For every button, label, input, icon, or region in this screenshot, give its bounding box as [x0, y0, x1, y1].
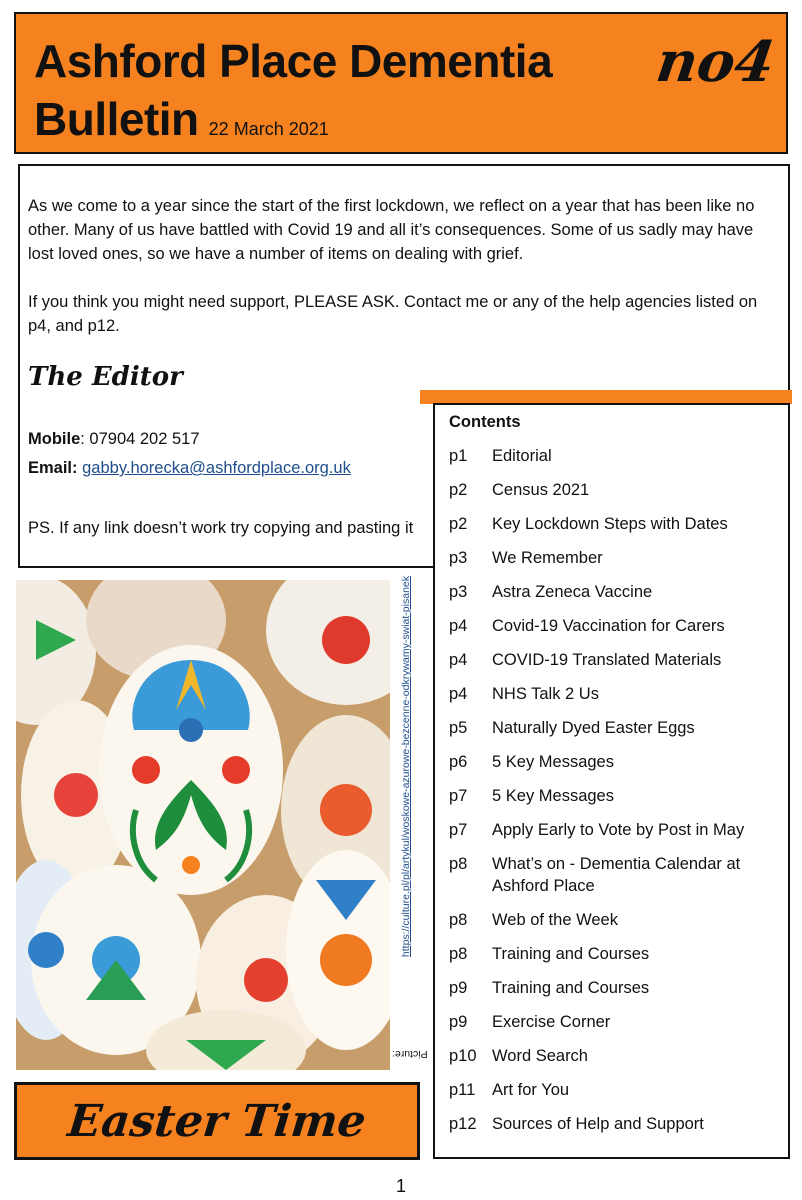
contents-item — [449, 547, 779, 569]
picture-credit-label: Picture: — [392, 1048, 428, 1060]
easter-eggs-illustration — [16, 580, 390, 1070]
contents-item — [449, 751, 779, 773]
contents-item-title: COVID-19 Translated Materials — [492, 651, 722, 669]
picture-credit-link[interactable]: https://culture.pl/pl/artykul/woskowe-azurowe-bezcenne-odkrywamy-swiat-pisanek — [400, 576, 412, 958]
contents-item-title: Training and Courses — [492, 945, 650, 963]
contents-item-title: Exercise Corner — [492, 1013, 611, 1031]
contents-item-page: p12 — [449, 1115, 477, 1133]
contents-item — [449, 977, 779, 999]
contents-item — [449, 819, 779, 841]
email-link[interactable]: gabby.horecka@ashfordplace.org.uk — [82, 459, 351, 477]
contents-item-page: p3 — [449, 583, 468, 601]
editor-signature: The Editor — [28, 362, 183, 392]
contents-item — [449, 853, 779, 897]
contents-item-title: Key Lockdown Steps with Dates — [492, 515, 728, 533]
contents-item — [449, 785, 779, 807]
contents-item-page: p8 — [449, 945, 468, 963]
contents-item-page: p10 — [449, 1047, 477, 1065]
contents-item-page: p8 — [449, 855, 468, 873]
title-line-1: Ashford Place Dementia — [34, 35, 553, 87]
contents-item-title: We Remember — [492, 549, 603, 567]
page-number: 1 — [395, 1176, 406, 1196]
editorial-paragraph-1: As we come to a year since the start of the first lockdown, we reflect on a year that has been like no other. Many of us have battled with Covid 19 and all it’s consequences. Some of us sadly may have lost loved ones, so we have a number of items on dealing with grief. — [28, 197, 755, 263]
contents-item-page: p9 — [449, 979, 468, 997]
contents-item — [449, 445, 779, 467]
contents-item-page: p7 — [449, 787, 468, 805]
contents-item — [449, 479, 779, 501]
mobile-line — [28, 428, 200, 450]
contents-item-title: Census 2021 — [492, 481, 590, 499]
contents-item-page: p9 — [449, 1013, 468, 1031]
contents-item-page: p4 — [449, 685, 468, 703]
contents-item — [449, 581, 779, 603]
contents-item-title: Naturally Dyed Easter Eggs — [492, 719, 695, 737]
contents-item — [449, 649, 779, 671]
contents-item-title: Word Search — [492, 1047, 588, 1065]
contents-item-title: Astra Zeneca Vaccine — [492, 583, 653, 601]
contents-item — [449, 1011, 779, 1033]
contents-item — [449, 683, 779, 705]
contents-item-page: p2 — [449, 481, 468, 499]
contents-item — [449, 1079, 779, 1101]
editorial-paragraph-2: If you think you might need support, PLEASE ASK. Contact me or any of the help agencies listed on p4, and p12. — [28, 293, 758, 335]
contents-item-title: 5 Key Messages — [492, 753, 614, 771]
email-line — [28, 457, 351, 479]
contents-item — [449, 943, 779, 965]
contents-item-page: p7 — [449, 821, 468, 839]
mobile-label: Mobile — [28, 430, 81, 448]
contents-item-page: p4 — [449, 651, 468, 669]
picture-credit — [392, 576, 428, 1070]
title-line-2-text: Bulletin — [34, 93, 199, 145]
contents-item — [449, 1113, 779, 1135]
bulletin-header — [14, 12, 788, 154]
contents-item — [449, 615, 779, 637]
contents-accent-strip — [420, 390, 792, 404]
picture-credit-text — [392, 576, 428, 1068]
bulletin-title — [34, 32, 552, 158]
contents-item-title: 5 Key Messages — [492, 787, 614, 805]
issue-number: no4 — [652, 29, 779, 95]
contents-item-page: p6 — [449, 753, 468, 771]
email-label: Email: — [28, 459, 78, 477]
contents-item — [449, 717, 779, 739]
contents-item-title: Covid-19 Vaccination for Carers — [492, 617, 725, 635]
contents-item-title: Apply Early to Vote by Post in May — [492, 821, 745, 839]
contents-item-page: p2 — [449, 515, 468, 533]
mobile-number: : 07904 202 517 — [80, 430, 200, 448]
contents-item-page: p4 — [449, 617, 468, 635]
contents-item-title: What’s on - Dementia Calendar at Ashford Place — [492, 855, 741, 895]
contents-item-title: NHS Talk 2 Us — [492, 685, 599, 703]
contents-item-page: p8 — [449, 911, 468, 929]
contents-item-page: p5 — [449, 719, 468, 737]
easter-eggs-photo — [16, 580, 390, 1070]
issue-date: 22 March 2021 — [208, 119, 329, 139]
contents-item-title: Web of the Week — [492, 911, 618, 929]
easter-banner — [14, 1082, 420, 1160]
postscript: PS. If any link doesn’t work try copying and pasting it — [28, 519, 414, 537]
contents-item-title: Training and Courses — [492, 979, 650, 997]
title-line-2 — [34, 90, 552, 158]
contents-item-page: p3 — [449, 549, 468, 567]
contents-item — [449, 909, 779, 931]
contents-item-page: p11 — [449, 1081, 476, 1099]
contents-item-title: Sources of Help and Support — [492, 1115, 704, 1133]
contents-item-title: Art for You — [492, 1081, 570, 1099]
easter-banner-text: Easter Time — [65, 1095, 369, 1147]
contents-item-title: Editorial — [492, 447, 552, 465]
contents-item — [449, 513, 779, 535]
contents-heading: Contents — [449, 413, 521, 431]
contents-item-page: p1 — [449, 447, 468, 465]
